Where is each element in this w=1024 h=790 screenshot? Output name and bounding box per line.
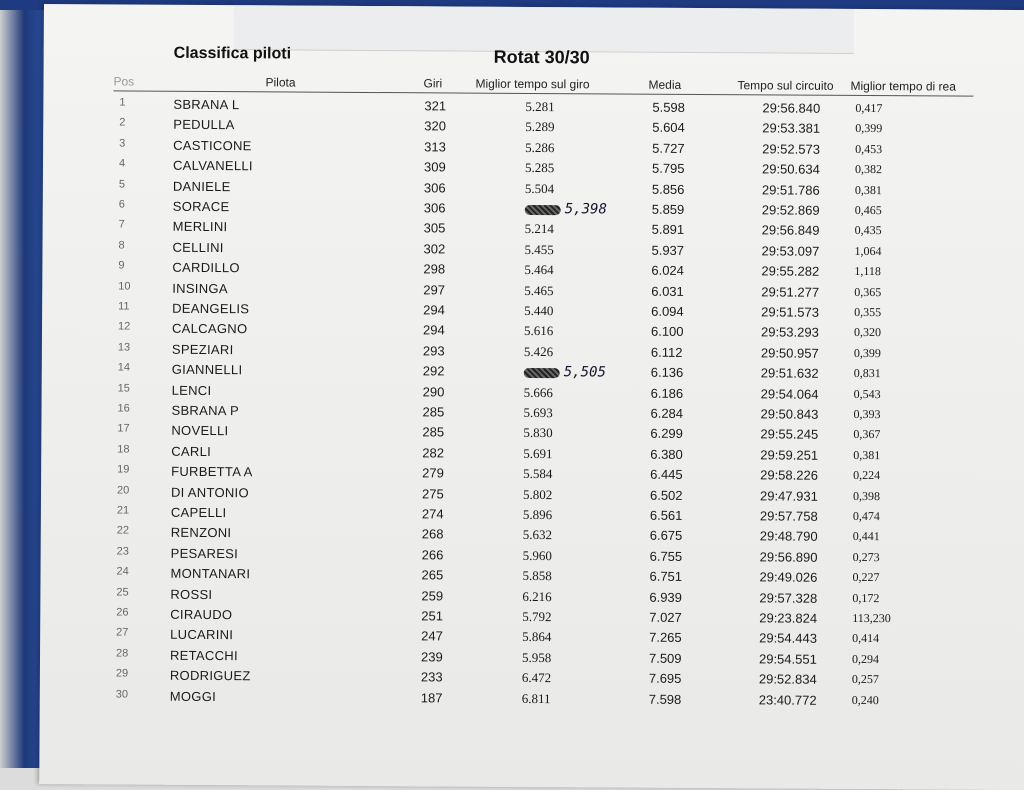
row-best-reaction: 0,474 xyxy=(852,508,880,524)
row-position: 8 xyxy=(118,239,125,252)
row-circuit-time: 29:59.251 xyxy=(760,447,819,463)
row-best-lap: 5.281 xyxy=(525,98,555,115)
row-best-reaction: 0,381 xyxy=(854,182,882,197)
row-best-reaction: 0,240 xyxy=(851,692,879,707)
row-driver: LENCI xyxy=(171,382,212,398)
row-laps: 268 xyxy=(421,526,444,542)
row-average: 6.561 xyxy=(649,507,683,523)
row-circuit-time: 29:56.890 xyxy=(759,549,818,565)
row-circuit-time: 29:55.245 xyxy=(760,426,819,443)
header-media: Media xyxy=(648,77,682,92)
row-best-reaction: 0,381 xyxy=(853,447,881,462)
row-driver: MOGGI xyxy=(169,688,217,704)
row-laps: 265 xyxy=(421,567,444,583)
row-best-lap: 5.960 xyxy=(522,547,552,563)
row-position: 14 xyxy=(117,361,131,374)
row-best-lap: 5.584 xyxy=(523,466,553,482)
row-driver: CIRAUDO xyxy=(170,606,233,623)
row-laps: 321 xyxy=(424,98,447,114)
row-best-lap: 5.858 xyxy=(522,568,552,584)
row-driver: CAPELLI xyxy=(170,504,227,521)
row-circuit-time: 29:51.573 xyxy=(761,304,820,320)
row-average: 6.939 xyxy=(649,589,682,605)
row-average: 5.859 xyxy=(651,201,685,217)
row-position: 18 xyxy=(117,443,130,456)
row-average: 6.094 xyxy=(651,303,684,319)
row-driver: CASTICONE xyxy=(173,137,252,154)
row-best-reaction: 0,355 xyxy=(854,304,882,320)
row-best-reaction: 0,398 xyxy=(852,488,881,503)
row-laps: 294 xyxy=(423,302,445,318)
row-average: 6.755 xyxy=(649,548,683,564)
header-miglior-tempo: Miglior tempo sul giro xyxy=(475,76,590,92)
row-driver: CARLI xyxy=(171,443,212,459)
row-best-reaction: 0,414 xyxy=(852,631,880,646)
row-position: 10 xyxy=(118,280,131,293)
row-driver: ROSSI xyxy=(170,586,213,602)
row-average: 5.856 xyxy=(651,181,685,197)
row-circuit-time: 29:50.843 xyxy=(760,406,819,422)
row-driver: NOVELLI xyxy=(171,423,229,439)
row-driver: RENZONI xyxy=(170,525,232,541)
row-best-lap: 5.286 xyxy=(525,139,555,155)
row-average: 6.136 xyxy=(650,364,684,381)
row-average: 7.265 xyxy=(649,630,682,646)
row-circuit-time: 29:51.786 xyxy=(761,181,820,198)
row-position: 28 xyxy=(115,647,129,660)
row-position: 11 xyxy=(118,300,130,313)
row-driver: SPEZIARI xyxy=(171,341,234,357)
row-best-lap: 5.632 xyxy=(522,527,553,543)
row-position: 26 xyxy=(116,606,129,619)
row-position: 23 xyxy=(116,545,129,558)
row-best-lap: 5.464 xyxy=(524,262,554,278)
row-best-lap: 5.802 xyxy=(522,486,553,502)
row-best-lap: 5.426 xyxy=(523,343,554,359)
row-position: 24 xyxy=(116,565,129,578)
row-average: 6.112 xyxy=(650,344,683,360)
header-divider xyxy=(113,90,973,96)
row-laps: 187 xyxy=(420,689,443,706)
row-best-reaction: 0,367 xyxy=(853,427,881,442)
row-circuit-time: 29:53.293 xyxy=(760,324,819,341)
row-average: 5.891 xyxy=(651,222,685,238)
row-position: 27 xyxy=(116,626,129,639)
row-position: 1 xyxy=(119,96,126,109)
row-driver: DEANGELIS xyxy=(172,300,250,317)
row-circuit-time: 29:54.064 xyxy=(760,385,819,402)
row-best-reaction: 0,393 xyxy=(853,406,881,422)
row-average: 6.024 xyxy=(651,262,684,279)
row-best-lap: 5.792 xyxy=(522,608,552,625)
row-best-reaction: 0,257 xyxy=(851,672,879,687)
row-best-reaction: 0,320 xyxy=(853,325,882,340)
row-best-reaction: 1,118 xyxy=(854,264,881,279)
row-best-lap: 5.616 xyxy=(523,323,554,339)
row-average: 6.031 xyxy=(651,283,684,299)
row-laps: 292 xyxy=(422,363,445,379)
row-average: 6.675 xyxy=(649,528,683,544)
row-laps: 282 xyxy=(422,445,445,461)
row-best-reaction: 0,172 xyxy=(852,590,880,605)
row-circuit-time: 29:48.790 xyxy=(759,528,818,545)
row-driver: MONTANARI xyxy=(170,565,251,582)
row-best-lap: 5.691 xyxy=(523,445,553,461)
row-driver: SBRANA L xyxy=(173,96,240,113)
row-driver: GIANNELLI xyxy=(171,361,243,378)
row-laps: 320 xyxy=(424,118,447,134)
row-average: 6.751 xyxy=(649,568,683,585)
row-average: 7.027 xyxy=(649,609,682,625)
row-position: 13 xyxy=(117,341,131,354)
row-best-reaction: 0,543 xyxy=(853,386,881,401)
row-circuit-time: 29:57.758 xyxy=(759,508,818,524)
row-position: 6 xyxy=(118,198,125,211)
row-driver: LUCARINI xyxy=(170,627,234,643)
scribbled-out-value xyxy=(525,205,561,215)
row-laps: 285 xyxy=(422,404,445,420)
row-best-reaction: 0,417 xyxy=(855,100,883,116)
row-best-reaction: 0,365 xyxy=(854,284,882,299)
row-laps: 313 xyxy=(424,139,446,155)
row-driver: SORACE xyxy=(172,198,230,215)
header-tempo-circuito: Tempo sul circuito xyxy=(737,78,834,93)
scribbled-out-value xyxy=(524,368,560,378)
row-laps: 259 xyxy=(421,587,444,604)
row-best-reaction: 0,453 xyxy=(855,141,883,156)
row-average: 5.937 xyxy=(651,242,685,258)
row-driver: PESARESI xyxy=(170,545,239,561)
row-laps: 305 xyxy=(423,220,446,236)
row-driver: SBRANA P xyxy=(171,402,240,419)
row-position: 4 xyxy=(118,157,126,170)
row-laps: 290 xyxy=(422,383,445,400)
row-best-lap: 5.214 xyxy=(524,221,554,237)
row-circuit-time: 29:50.634 xyxy=(761,161,820,177)
row-position: 5 xyxy=(118,178,126,191)
row-best-lap xyxy=(525,201,607,218)
row-circuit-time: 29:56.849 xyxy=(761,222,820,239)
row-position: 30 xyxy=(115,688,129,701)
row-average: 7.598 xyxy=(648,691,682,707)
row-best-reaction: 0,294 xyxy=(851,651,880,666)
row-average: 6.284 xyxy=(650,405,684,421)
row-best-reaction: 113,230 xyxy=(852,610,891,626)
row-laps: 285 xyxy=(422,424,445,440)
row-best-lap: 6.216 xyxy=(522,588,552,604)
row-circuit-time: 29:52.869 xyxy=(761,202,820,218)
row-circuit-time: 23:40.772 xyxy=(758,691,817,708)
row-best-lap: 5.465 xyxy=(524,282,554,298)
row-laps: 306 xyxy=(423,179,446,196)
row-best-lap: 5.864 xyxy=(522,629,552,645)
row-average: 5.604 xyxy=(652,120,685,136)
row-best-lap: 6.811 xyxy=(521,690,551,706)
row-laps: 293 xyxy=(422,343,445,359)
row-position: 16 xyxy=(117,402,130,415)
row-best-reaction: 1,064 xyxy=(854,243,882,258)
row-best-lap: 5.289 xyxy=(525,119,555,135)
row-circuit-time: 29:54.443 xyxy=(759,630,818,647)
row-best-lap: 5.455 xyxy=(524,241,554,257)
row-circuit-time: 29:54.551 xyxy=(758,651,817,667)
row-laps: 297 xyxy=(423,281,446,298)
row-best-lap: 5.440 xyxy=(524,302,554,319)
header-giri: Giri xyxy=(423,76,443,91)
header-miglior-tempo-reazione: Miglior tempo di rea xyxy=(850,78,956,94)
row-best-reaction: 0,441 xyxy=(852,529,880,544)
row-laps: 247 xyxy=(421,628,443,644)
row-position: 21 xyxy=(116,504,130,517)
row-laps: 266 xyxy=(421,547,444,563)
row-circuit-time: 29:23.824 xyxy=(759,610,818,626)
row-driver: CALVANELLI xyxy=(172,157,253,174)
row-best-reaction: 0,465 xyxy=(854,202,882,218)
row-best-lap: 5.504 xyxy=(524,180,555,196)
row-position: 17 xyxy=(117,422,130,435)
row-circuit-time: 29:52.834 xyxy=(758,671,817,687)
row-best-reaction: 0,224 xyxy=(853,468,881,483)
handwritten-correction: 5,505 xyxy=(563,364,606,381)
row-circuit-time: 29:49.026 xyxy=(759,569,818,585)
sheet-title: Classifica piloti xyxy=(173,44,292,63)
row-circuit-time: 29:56.840 xyxy=(762,100,821,116)
row-position: 7 xyxy=(118,218,125,231)
row-laps: 274 xyxy=(421,506,444,522)
row-laps: 306 xyxy=(423,200,446,216)
row-best-lap: 5.830 xyxy=(523,425,553,441)
row-laps: 309 xyxy=(423,159,446,175)
row-average: 5.598 xyxy=(652,99,685,115)
row-position: 2 xyxy=(119,116,126,129)
row-driver: CALCAGNO xyxy=(171,321,248,337)
row-driver: DANIELE xyxy=(172,178,231,194)
row-position: 3 xyxy=(119,137,126,150)
row-circuit-time: 29:51.632 xyxy=(760,365,819,381)
row-average: 7.695 xyxy=(648,670,682,687)
row-average: 6.380 xyxy=(650,446,683,462)
row-laps: 302 xyxy=(423,241,446,257)
row-driver: CELLINI xyxy=(172,239,224,255)
row-position: 15 xyxy=(117,382,130,395)
row-average: 6.502 xyxy=(649,487,683,503)
row-best-reaction: 0,227 xyxy=(852,570,880,585)
row-best-reaction: 0,382 xyxy=(854,162,883,177)
row-laps: 233 xyxy=(420,669,443,685)
handwritten-correction: 5,398 xyxy=(564,201,607,218)
row-laps: 239 xyxy=(420,649,443,665)
row-laps: 294 xyxy=(422,322,445,338)
row-best-lap: 5.666 xyxy=(523,384,553,400)
row-circuit-time: 29:50.957 xyxy=(760,345,819,361)
row-position: 9 xyxy=(118,259,125,272)
row-position: 19 xyxy=(117,463,130,476)
row-best-lap: 5.693 xyxy=(523,404,553,421)
row-driver: DI ANTONIO xyxy=(170,484,249,500)
row-driver: INSINGA xyxy=(172,280,228,296)
row-position: 20 xyxy=(116,484,130,497)
row-best-lap: 5.896 xyxy=(522,506,553,523)
row-driver: MERLINI xyxy=(172,219,228,235)
row-average: 5.727 xyxy=(652,140,685,156)
row-best-reaction: 0,435 xyxy=(854,223,882,238)
row-average: 7.509 xyxy=(648,650,682,666)
row-average: 6.445 xyxy=(650,466,683,483)
row-driver: RODRIGUEZ xyxy=(169,667,251,684)
row-average: 5.795 xyxy=(651,160,685,177)
row-best-reaction: 0,831 xyxy=(853,366,881,381)
row-driver: PEDULLA xyxy=(173,117,235,133)
row-circuit-time: 29:57.328 xyxy=(759,589,818,606)
header-pilota: Pilota xyxy=(265,75,296,90)
row-circuit-time: 29:47.931 xyxy=(759,487,818,504)
row-best-lap xyxy=(524,364,606,381)
row-circuit-time: 29:52.573 xyxy=(762,141,821,157)
sheet-subtitle: Rotat 30/30 xyxy=(493,46,590,68)
row-laps: 298 xyxy=(423,261,446,277)
row-circuit-time: 29:58.226 xyxy=(760,467,819,483)
row-average: 6.299 xyxy=(650,426,683,442)
row-best-lap: 5.285 xyxy=(524,160,555,176)
row-driver: CARDILLO xyxy=(172,259,240,276)
row-laps: 251 xyxy=(421,608,444,624)
row-driver: FURBETTA A xyxy=(171,463,253,480)
row-average: 6.100 xyxy=(650,324,684,340)
row-laps: 275 xyxy=(421,485,444,502)
row-best-reaction: 0,273 xyxy=(852,549,880,564)
row-circuit-time: 29:53.097 xyxy=(761,243,820,259)
row-best-lap: 5.958 xyxy=(521,649,552,665)
row-average: 6.186 xyxy=(650,385,684,401)
row-position: 12 xyxy=(117,320,131,333)
header-pos: Pos xyxy=(113,74,135,89)
row-position: 29 xyxy=(115,667,129,680)
row-best-reaction: 0,399 xyxy=(855,121,883,136)
row-best-lap: 6.472 xyxy=(521,670,552,686)
row-circuit-time: 29:53.381 xyxy=(762,120,821,137)
row-laps: 279 xyxy=(422,465,444,481)
row-best-reaction: 0,399 xyxy=(853,345,881,360)
row-position: 22 xyxy=(116,524,130,537)
row-circuit-time: 29:51.277 xyxy=(761,283,820,300)
row-position: 25 xyxy=(116,586,129,599)
row-circuit-time: 29:55.282 xyxy=(761,263,820,279)
row-driver: RETACCHI xyxy=(169,647,238,663)
results-sheet xyxy=(39,4,1024,790)
